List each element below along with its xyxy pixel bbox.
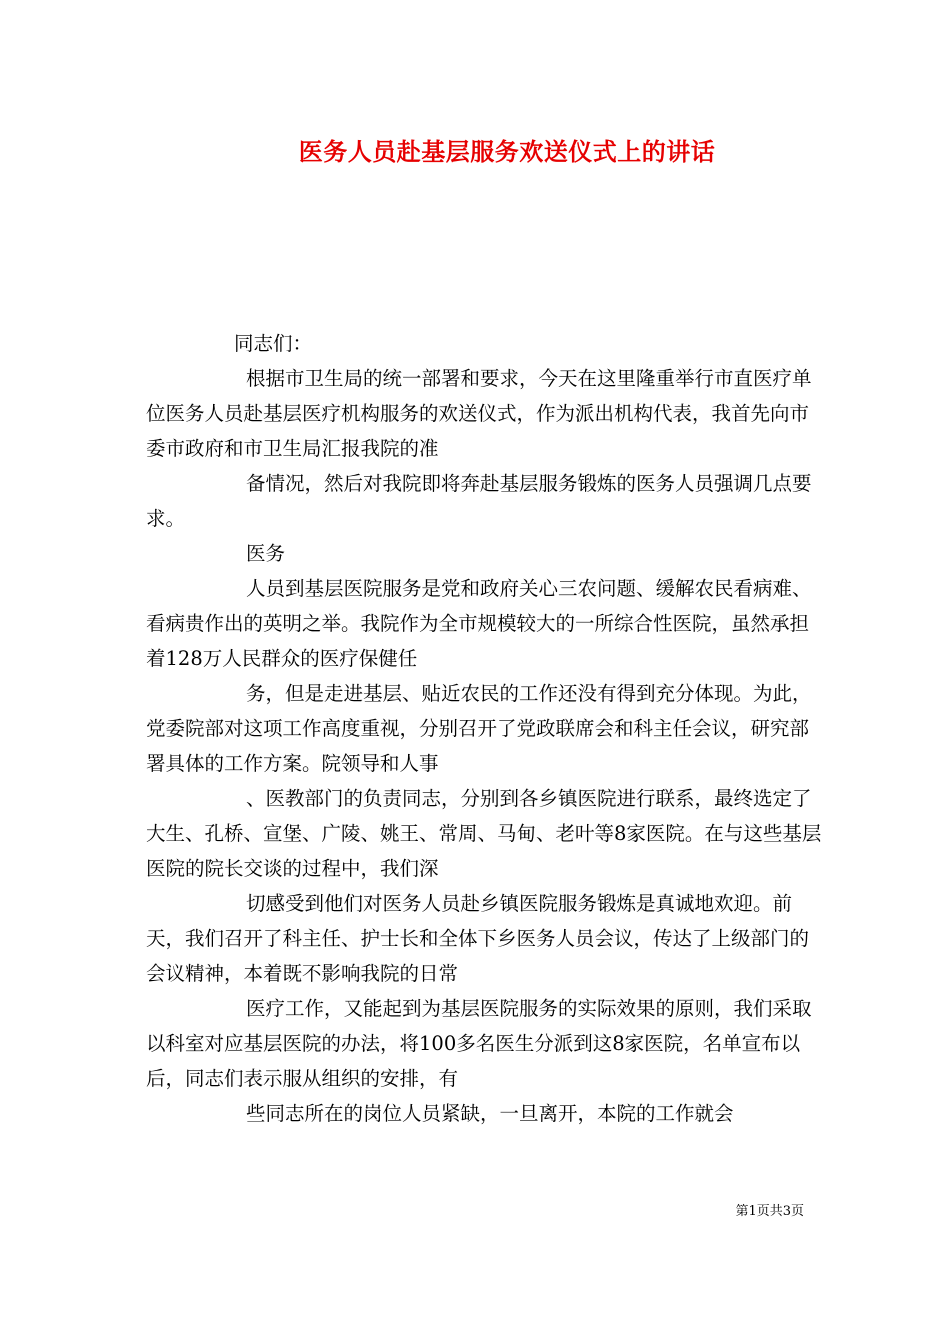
greeting: 同志们： bbox=[234, 332, 313, 355]
paragraph-1: 根据市卫生局的统一部署和要求，今天在这里隆重举行市直医疗单位医务人员赴基层医疗机构服务的欢送仪式，作为派出机构代表，我首先向市委市政府和市卫生局汇报我院的准 bbox=[146, 367, 812, 460]
document-body bbox=[146, 326, 826, 1131]
paragraph-2: 备情况，然后对我院即将奔赴基层服务锻炼的医务人员强调几点要求。 bbox=[146, 472, 812, 530]
paragraph-5: 务，但是走进基层、贴近农民的工作还没有得到充分体现。为此，党委院部对这项工作高度重视，分别召开了党政联席会和科主任会议，研究部署具体的工作方案。院领导和人事 bbox=[146, 682, 812, 775]
page-footer: 第1页共3页 bbox=[735, 1204, 804, 1219]
paragraph-7: 切感受到他们对医务人员赴乡镇医院服务锻炼是真诚地欢迎。前天，我们召开了科主任、护士长和全体下乡医务人员会议，传达了上级部门的会议精神，本着既不影响我院的日常 bbox=[146, 892, 810, 985]
paragraph-9: 些同志所在的岗位人员紧缺，一旦离开，本院的工作就会 bbox=[246, 1102, 734, 1125]
document-title: 医务人员赴基层服务欢送仪式上的讲话 bbox=[298, 137, 716, 166]
paragraph-3: 医务 bbox=[246, 542, 286, 565]
paragraph-6: 、医教部门的负责同志，分别到各乡镇医院进行联系，最终选定了大生、孔桥、宣堡、广陵、姚王、常周、马甸、老叶等8家医院。在与这些基层医院的院长交谈的过程中，我们深 bbox=[146, 787, 822, 880]
paragraph-4: 人员到基层医院服务是党和政府关心三农问题、缓解农民看病难、看病贵作出的英明之举。我院作为全市规模较大的一所综合性医院，虽然承担着128万人民群众的医疗保健任 bbox=[146, 577, 812, 670]
paragraph-8: 医疗工作，又能起到为基层医院服务的实际效果的原则，我们采取以科室对应基层医院的办法，将100多名医生分派到这8家医院，名单宣布以后，同志们表示服从组织的安排，有 bbox=[146, 997, 812, 1090]
